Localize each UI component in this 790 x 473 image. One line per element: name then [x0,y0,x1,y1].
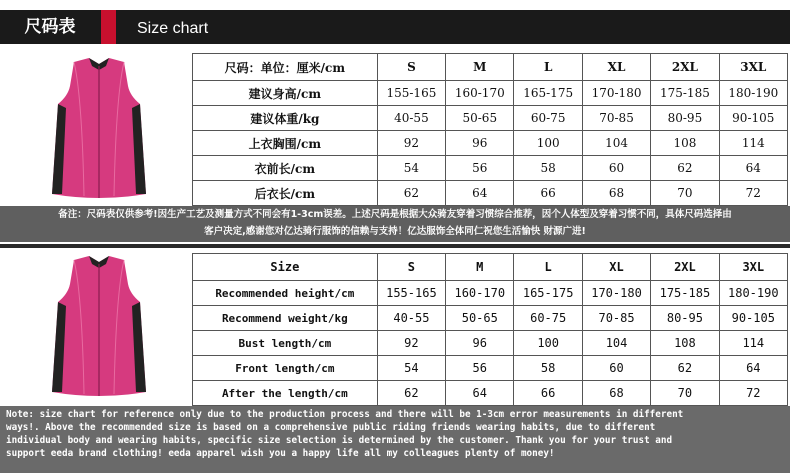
section-divider [0,244,790,248]
table-cell: 60-75 [514,106,582,131]
table-cell: 72 [719,181,787,206]
table-cell: 90-105 [719,306,787,331]
table-cell: 104 [582,131,650,156]
table-cell: 64 [719,356,787,381]
table-cell: 40-55 [377,306,445,331]
row-label: 上衣胸围/cm [193,131,378,156]
table-cell: 180-190 [719,81,787,106]
header-accent-block [101,10,116,44]
table-cell: 58 [514,356,582,381]
table-cell: 56 [446,156,514,181]
vest-icon [44,254,154,400]
row-label: Bust length/cm [193,331,378,356]
row-label: 衣前长/cm [193,156,378,181]
row-label: 建议体重/kg [193,106,378,131]
table-cell: 165-175 [514,281,582,306]
table-cell: 70 [651,381,719,406]
header-cell: L [514,54,582,81]
table-cell: 175-185 [651,81,719,106]
page-header [0,0,790,50]
row-label: After the length/cm [193,381,378,406]
header-cell: XL [582,254,650,281]
note-en-line: individual body and wearing habits, specific size selection is determined by the customer. Thank you for your trust and [6,435,673,446]
row-label: Front length/cm [193,356,378,381]
vest-image-cn [0,52,190,204]
table-cell: 100 [514,331,582,356]
table-cell: 96 [446,131,514,156]
header-title-zh: 尺码表 [24,17,76,37]
vest-icon [44,56,154,202]
table-cell: 108 [651,131,719,156]
table-row [193,106,788,131]
row-label: 后衣长/cm [193,181,378,206]
header-cell: L [514,254,582,281]
size-table-cn [192,53,788,206]
table-row [193,81,788,106]
row-label: Recommended height/cm [193,281,378,306]
table-cell: 160-170 [446,81,514,106]
table-cell: 54 [377,156,445,181]
header-cell: 尺码：单位：厘米/cm [193,54,378,81]
table-cell: 60 [582,356,650,381]
table-cell: 68 [582,181,650,206]
table-row [193,306,788,331]
note-en-line: ways!. Above the recommended size is based on a comprehensive public riding friends wearing habits, due to different [6,422,656,433]
header-cell: XL [582,54,650,81]
table-cell: 72 [719,381,787,406]
header-title-en: Size chart [137,20,209,37]
table-cell: 70-85 [582,306,650,331]
table-row [193,181,788,206]
table-row [193,131,788,156]
table-cell: 170-180 [582,281,650,306]
table-cell: 180-190 [719,281,787,306]
row-label: 建议身高/cm [193,81,378,106]
table-row [193,356,788,381]
note-cn-line: 客户决定,感谢您对亿达骑行服饰的信赖与支持！亿达服饰全体同仁祝您生活愉快 财源广进! [204,226,586,237]
table-cell: 50-65 [446,106,514,131]
header-cell: Size [193,254,378,281]
table-cell: 62 [651,356,719,381]
header-cell: 3XL [719,54,787,81]
table-cell: 62 [651,156,719,181]
table-cell: 64 [446,181,514,206]
table-cell: 62 [377,181,445,206]
header-cell: M [446,254,514,281]
table-cell: 70 [651,181,719,206]
table-cell: 114 [719,131,787,156]
header-cell: M [446,54,514,81]
header-bar [0,10,790,44]
table-cell: 64 [446,381,514,406]
table-cell: 155-165 [377,81,445,106]
table-row [193,331,788,356]
table-cell: 80-95 [651,306,719,331]
row-label: Recommend weight/kg [193,306,378,331]
size-table-en [192,253,788,406]
note-en [0,406,790,473]
note-cn [0,206,790,242]
table-cell: 165-175 [514,81,582,106]
table-cell: 40-55 [377,106,445,131]
table-cell: 58 [514,156,582,181]
note-cn-line: 备注：尺码表仅供参考!因生产工艺及测量方式不同会有1-3cm误差。上述尺码是根据大众骑友穿着习惯综合推荐，因个人体型及穿着习惯不同，具体尺码选择由 [58,209,732,220]
table-cell: 114 [719,331,787,356]
table-cell: 96 [446,331,514,356]
table-cell: 50-65 [446,306,514,331]
note-en-line: Note: size chart for reference only due to the production process and there will be 1-3cm error measurements in different [6,409,684,420]
table-cell: 56 [446,356,514,381]
header-cell: 2XL [651,54,719,81]
table-row [193,156,788,181]
table-cell: 70-85 [582,106,650,131]
table-row [193,381,788,406]
table-cell: 54 [377,356,445,381]
table-cell: 60 [582,156,650,181]
header-cell: 3XL [719,254,787,281]
header-cell: S [377,54,445,81]
table-cell: 160-170 [446,281,514,306]
table-cell: 68 [582,381,650,406]
table-cell: 64 [719,156,787,181]
table-cell: 62 [377,381,445,406]
table-cell: 104 [582,331,650,356]
table-cell: 66 [514,181,582,206]
table-header-row [193,254,788,281]
note-en-line: support eeda brand clothing! eeda apparel wish you a happy life all my colleagues plenty of money! [6,448,555,459]
table-cell: 80-95 [651,106,719,131]
table-cell: 175-185 [651,281,719,306]
header-cell: S [377,254,445,281]
table-row [193,281,788,306]
table-cell: 108 [651,331,719,356]
table-cell: 66 [514,381,582,406]
table-cell: 155-165 [377,281,445,306]
table-cell: 100 [514,131,582,156]
vest-image-en [0,250,190,402]
table-cell: 60-75 [514,306,582,331]
table-cell: 90-105 [719,106,787,131]
table-cell: 92 [377,331,445,356]
table-cell: 92 [377,131,445,156]
table-cell: 170-180 [582,81,650,106]
header-cell: 2XL [651,254,719,281]
table-header-row [193,54,788,81]
